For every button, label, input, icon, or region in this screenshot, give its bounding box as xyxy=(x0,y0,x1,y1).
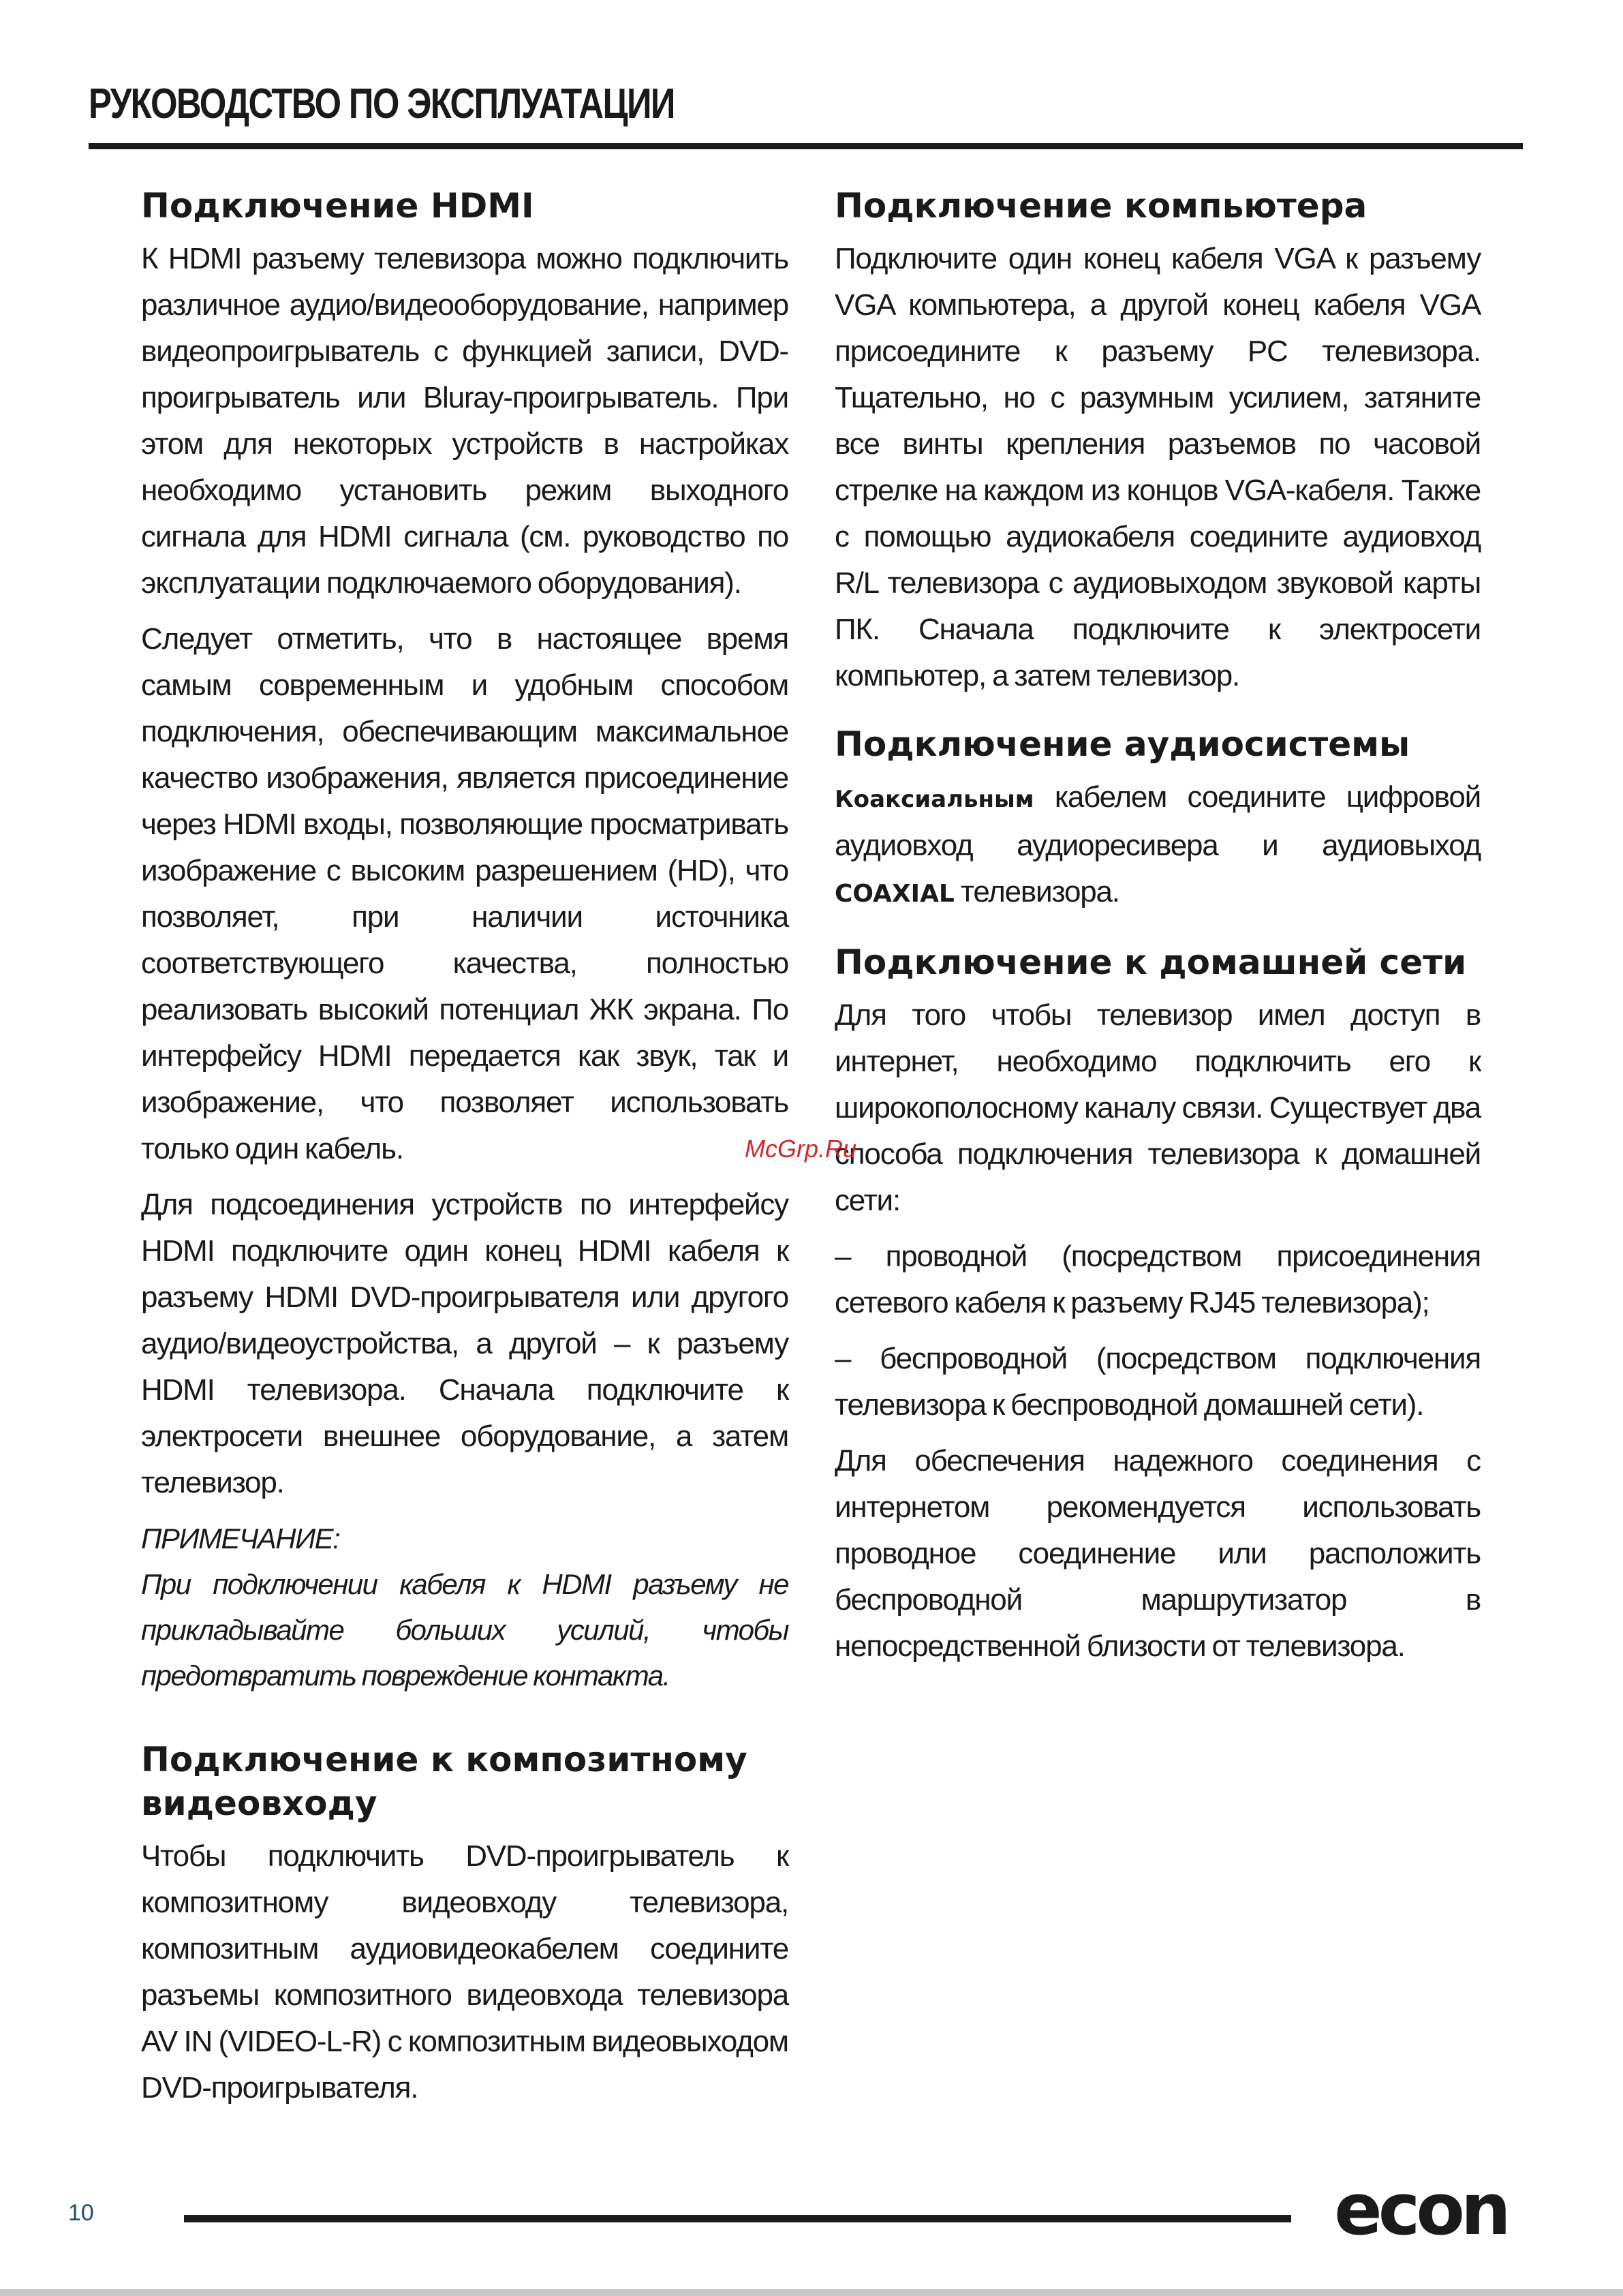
audio-text-part2: телевизора. xyxy=(954,875,1119,908)
composite-paragraph: Чтобы подключить DVD-проигрыватель к композитному видеовходу телевизора, композитным аудиовидеокабелем соедините разъемы композитного видеовхода телевизора AV IN (VIDEO-L-R) с композитным видеовыходом DVD-проигрывателя. xyxy=(141,1839,788,2104)
audio-paragraph xyxy=(835,774,1481,917)
hdmi-paragraph-3: Для подсоединения устройств по интерфейсу HDMI подключите один конец HDMI кабеля к разъему HDMI DVD-проигрывателя или другого аудио/видеоустройства, а другой – к разъему HDMI телевизора. Сначала подключите к электросети внешнее оборудование, а затем телевизор. xyxy=(141,1188,788,1499)
audio-lead-bold: Коаксиальным xyxy=(835,786,1034,813)
computer-paragraph: Подключите один конец кабеля VGA к разъему VGA компьютера, а другой конец кабеля VGA присоедините к разъему PC телевизора. Тщательно, но с разумным усилием, затяните все винты крепления разъемов по часовой стрелке на каждом из концов VGA-кабеля. Также с помощью аудиокабеля соедините аудиовход R/L телевизора с аудиовыходом звуковой карты ПК. Сначала подключите к электросети компьютер, а затем телевизор. xyxy=(835,242,1481,692)
brand-logo-text: econ xyxy=(1334,2181,1507,2249)
audio-coaxial-bold: COAXIAL xyxy=(835,880,955,908)
section-title-network: Подключение к домашней сети xyxy=(835,943,1467,982)
network-list-item-wired: – проводной (посредством присоединения сетевого кабеля к разъему RJ45 телевизора); xyxy=(835,1240,1481,1319)
page-number: 10 xyxy=(68,2200,94,2226)
note-title: ПРИМЕЧАНИЕ: xyxy=(141,1522,340,1555)
hdmi-paragraph-1: К HDMI разъему телевизора можно подключить различное аудио/видеооборудование, например видеопроигрыватель с функцией записи, DVD-проигрыватель или Bluray-проигрыватель. При этом для некоторых устройств в настройках необходимо установить режим выходного сигнала для HDMI сигнала (см. руководство по эксплуатации подключаемого оборудования). xyxy=(141,242,788,600)
network-paragraph-2: Для обеспечения надежного соединения с интернетом рекомендуется использовать проводное соединение или расположить беспроводной маршрутизатор в непосредственной близости от телевизора. xyxy=(835,1444,1481,1663)
hdmi-paragraph-2: Следует отметить, что в настоящее время самым современным и удобным способом подключения, обеспечивающим максимальное качество изображения, является присоединение через HDMI входы, позволяющие просматривать изображение с высоким разрешением (HD), что позволяет, при наличии источника соответствующего качества, полностью реализовать высокий потенциал ЖК экрана. По интерфейсу HDMI передается как звук, так и изображение, что позволяет использовать только один кабель. xyxy=(141,622,788,1165)
bottom-band xyxy=(0,2289,1623,2296)
left-column xyxy=(141,184,788,2121)
section-title-hdmi: Подключение HDMI xyxy=(141,186,534,226)
page-header xyxy=(89,65,1523,149)
section-title-audio: Подключение аудиосистемы xyxy=(835,724,1410,764)
hdmi-note xyxy=(141,1516,788,1698)
audio-text-part1: кабелем соедините цифровой аудиовход аудиоресивера и аудиовыход xyxy=(835,780,1481,862)
footer-rule xyxy=(184,2215,1291,2222)
network-paragraph-1: Для того чтобы телевизор имел доступ в интернет, необходимо подключить его к широкополосному каналу связи. Существует два способа подключения телевизора к домашней сети: xyxy=(835,998,1481,1217)
network-list-item-wireless: – беспроводной (посредством подключения телевизора к беспроводной домашней сети). xyxy=(835,1342,1481,1422)
section-title-computer: Подключение компьютера xyxy=(835,186,1367,226)
brand-logo xyxy=(1332,2181,1509,2249)
watermark: McGrp.Ru xyxy=(745,1135,857,1163)
page-title: РУКОВОДСТВО ПО ЭКСПЛУАТАЦИИ xyxy=(89,80,675,127)
note-text: При подключении кабеля к HDMI разъему не прикладывайте больших усилий, чтобы предотвратить повреждение контакта. xyxy=(141,1568,788,1692)
section-title-composite: Подключение к композитному видеовходу xyxy=(141,1740,747,1823)
right-column xyxy=(835,184,1481,1679)
